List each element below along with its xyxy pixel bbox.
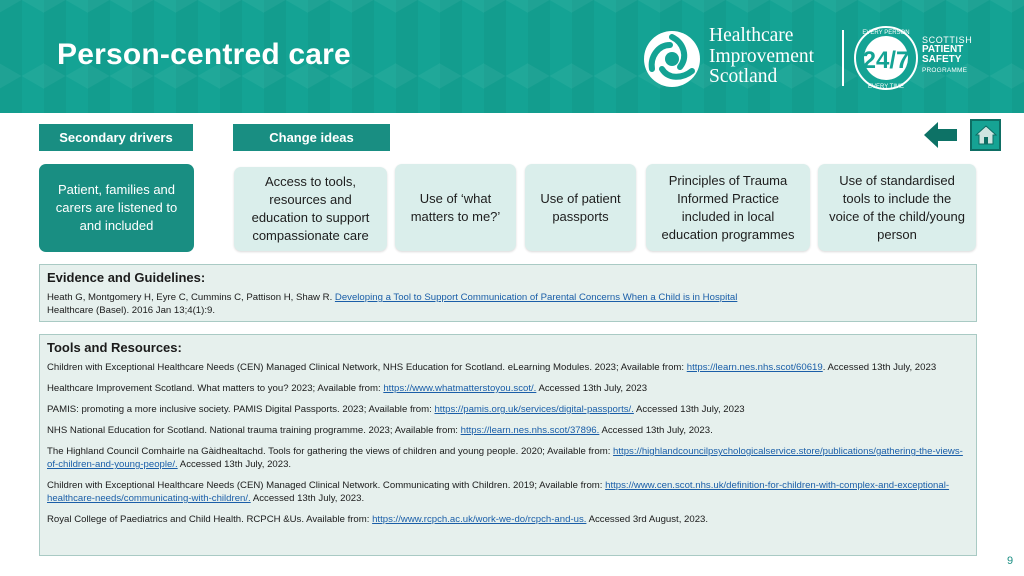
spsp-badge-number: 24/7 xyxy=(862,47,910,74)
change-idea-card: Use of ‘what matters to me?’ xyxy=(395,164,516,251)
tools-reference xyxy=(47,513,969,526)
reference-text: Healthcare Improvement Scotland. What matters to you? 2023; Available from: xyxy=(47,383,384,394)
change-idea-card: Use of patient passports xyxy=(525,164,636,251)
change-idea-card: Principles of Trauma Informed Practice included in local education programmes xyxy=(646,164,810,251)
spsp-wordmark xyxy=(922,35,972,76)
reference-text: Accessed 3rd August, 2023. xyxy=(586,514,709,525)
tools-reference xyxy=(47,361,969,374)
page-number: 9 xyxy=(1007,555,1014,567)
reference-link[interactable]: https://learn.nes.nhs.scot/60619 xyxy=(686,362,823,373)
evidence-reference-link[interactable]: Developing a Tool to Support Communication of Parental Concerns When a Child is in Hospital xyxy=(334,292,738,303)
reference-text: NHS National Education for Scotland. National trauma training programme. 2023; Available from: xyxy=(47,425,461,436)
reference-text: Heath G, Montgomery H, Eyre C, Cummins C, Pattison H, Shaw R. xyxy=(47,292,335,303)
reference-text: Accessed 13th July, 2023. xyxy=(599,425,713,436)
spsp-wordmark-line: PATIENT xyxy=(922,44,964,55)
reference-link[interactable]: https://www.whatmatterstoyou.scot/. xyxy=(383,383,537,394)
secondary-driver-card: Patient, families and carers are listened to and included xyxy=(39,164,194,252)
reference-link[interactable]: https://highlandcouncilpsychologicalservice.store/publications/gathering-the-views-of-children-and-young-people/. xyxy=(47,446,963,470)
tools-reference xyxy=(47,382,969,395)
page-title: Person-centred care xyxy=(57,38,351,71)
logo-divider xyxy=(842,30,844,86)
reference-text: Children with Exceptional Healthcare Needs (CEN) Managed Clinical Network, NHS Education for Scotland. eLearning Modules. 2023; Available from: xyxy=(47,362,687,373)
secondary-drivers-label: Secondary drivers xyxy=(39,124,193,151)
his-wordmark-line: Scotland xyxy=(709,66,778,87)
home-icon xyxy=(975,125,997,145)
tools-reference xyxy=(47,479,969,505)
evidence-heading: Evidence and Guidelines: xyxy=(47,270,206,285)
spsp-logo xyxy=(850,22,980,92)
evidence-panel xyxy=(39,264,977,322)
reference-text: The Highland Council Comhairle na Gàidhealtachd. Tools for gathering the views of children and young people. 2020; Available from: xyxy=(47,446,614,457)
spsp-wordmark-line: SAFETY xyxy=(922,54,962,65)
his-wordmark xyxy=(709,26,814,88)
spsp-wordmark-line: SCOTTISH xyxy=(922,35,973,45)
reference-link[interactable]: https://learn.nes.nhs.scot/37896. xyxy=(460,425,600,436)
reference-text: Accessed 13th July, 2023. xyxy=(250,493,365,504)
home-button[interactable] xyxy=(970,119,1001,151)
reference-text: Healthcare (Basel). 2016 Jan 13;4(1):9. xyxy=(47,305,215,316)
tools-reference xyxy=(47,445,969,471)
reference-link[interactable]: https://www.rcpch.ac.uk/work-we-do/rcpch-and-us. xyxy=(372,514,587,525)
header-banner xyxy=(0,0,1024,113)
reference-text: Children with Exceptional Healthcare Needs (CEN) Managed Clinical Network. Communicating with Children. 2019; Available from: xyxy=(47,480,606,491)
change-ideas-label: Change ideas xyxy=(233,124,390,151)
spsp-badge-top-text: EVERY PERSON xyxy=(862,30,910,36)
spsp-badge-icon xyxy=(852,22,920,92)
tools-panel xyxy=(39,334,977,556)
evidence-reference xyxy=(47,291,969,317)
change-idea-card: Access to tools, resources and education to support compassionate care xyxy=(234,167,387,251)
his-wordmark-line: Healthcare xyxy=(709,25,794,46)
his-knot-icon xyxy=(642,29,702,89)
tools-reference xyxy=(47,403,969,416)
reference-link[interactable]: https://www.cen.scot.nhs.uk/definition-for-children-with-complex-and-exceptional-healthcare-needs/communicating-with-children/. xyxy=(47,480,950,504)
tools-reference xyxy=(47,424,969,437)
spsp-badge-bottom-text: EVERY TIME xyxy=(867,84,905,90)
reference-text: Accessed 13th July, 2023 xyxy=(633,404,745,415)
his-wordmark-line: Improvement xyxy=(709,45,815,67)
reference-text: . Accessed 13th July, 2023 xyxy=(822,362,937,373)
reference-link[interactable]: https://pamis.org.uk/services/digital-passports/. xyxy=(434,404,634,415)
spsp-wordmark-line: PROGRAMME xyxy=(922,67,968,74)
tools-heading: Tools and Resources: xyxy=(47,340,182,355)
change-idea-card: Use of standardised tools to include the voice of the child/young person xyxy=(818,164,976,251)
healthcare-improvement-scotland-logo xyxy=(642,25,842,91)
reference-text: Accessed 13th July, 2023. xyxy=(177,459,292,470)
back-arrow-icon[interactable] xyxy=(924,121,958,149)
reference-text: PAMIS: promoting a more inclusive society. PAMIS Digital Passports. 2023; Available from: xyxy=(47,404,435,415)
reference-text: Accessed 13th July, 2023 xyxy=(536,383,648,394)
reference-text: Royal College of Paediatrics and Child Health. RCPCH &Us. Available from: xyxy=(47,514,373,525)
